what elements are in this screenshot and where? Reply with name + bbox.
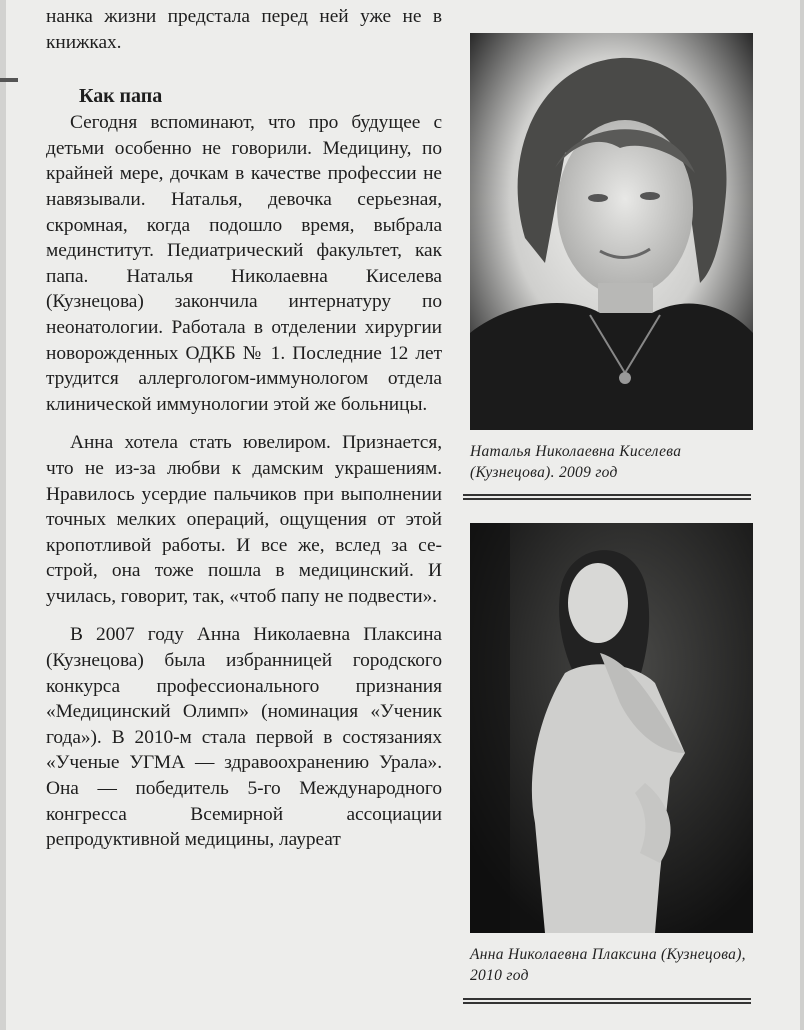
article-column bbox=[46, 4, 442, 853]
photo-anna bbox=[470, 523, 753, 933]
paragraph-3: В 2007 году Анна Николаевна Плаксина (Кузнецова) была избранницей городского конкурса профессионального признания «Медицинский Олимп» (номинация «Ученик года»). В 2010-м стала первой в состязаниях «Ученые УГМА — здравоохранению Урала». Она — победитель 5-го Международного конгресса Всемирной ассоциации репродуктивной медицины, лауреат bbox=[46, 624, 442, 851]
caption-photo-1: Наталья Николаевна Киселева (Кузнецова). 2009 год bbox=[470, 443, 682, 481]
paragraph-1: Сегодня вспоминают, что про будущее с детьми особенно не говорили. Медицину, по крайней мере, дочкам в качестве профессии не навязывали. Наталья, девочка серьезная, скромная, когда подошло время, выбрала мединститут. Педиатрический факультет, как папа. Наталья Николаевна Киселева (Кузнецова) закончила интернатуру по неонатологии. Работала в отделении хирургии новорожденных ОДКБ № 1. Последние 12 лет трудится аллергологом-иммунологом отдела клинической иммунологии этой же больницы. bbox=[46, 112, 442, 415]
scan-edge-right bbox=[800, 0, 804, 1030]
paragraph-2: Анна хотела стать ювелиром. Признается, что не из-за любви к дамским украшениям. Нравилось усердие пальчиков при выполнении точных мелких операций, ощущения от этой кропотливой работы. И все же, вслед за сестрой, она тоже пошла в медицинский. И училась, говорит, так, «чтоб папу не подвести». bbox=[46, 432, 442, 607]
scan-mark bbox=[0, 78, 18, 82]
photo-natalia bbox=[470, 33, 753, 430]
paragraph-intro: нанка жизни предстала перед ней уже не в книжках. bbox=[46, 6, 442, 53]
caption-photo-2: Анна Николаевна Плаксина (Кузнецова), 2010 год bbox=[470, 946, 746, 984]
section-heading: Как папа bbox=[79, 85, 163, 108]
scan-edge-left bbox=[0, 0, 6, 1030]
portrait-image bbox=[470, 523, 753, 933]
portrait-image bbox=[470, 33, 753, 430]
double-rule-divider bbox=[463, 494, 751, 500]
double-rule-divider bbox=[463, 998, 751, 1004]
